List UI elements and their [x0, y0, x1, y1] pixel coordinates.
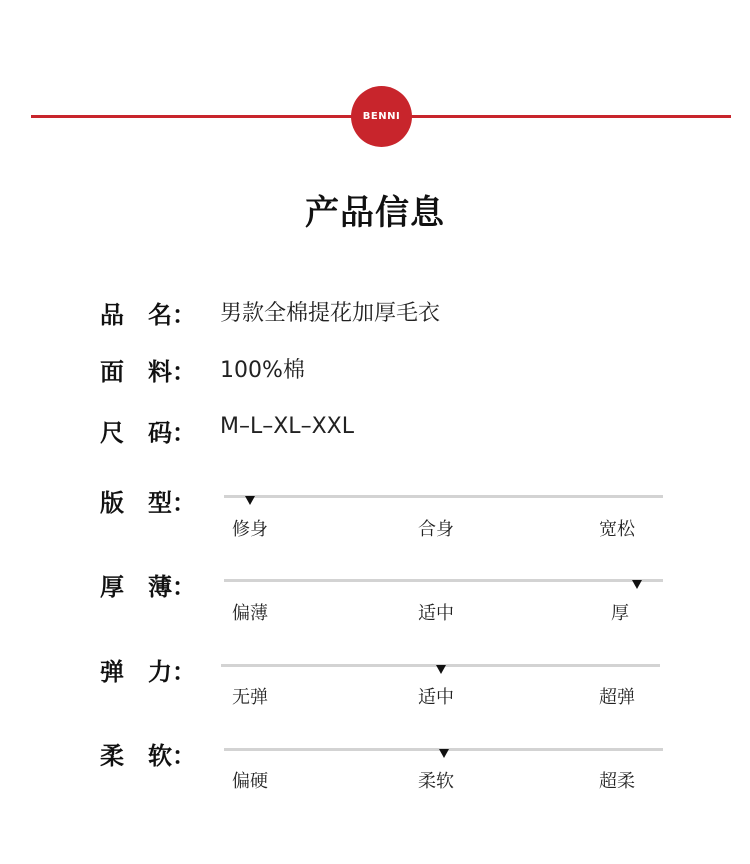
scale-option-low: 偏硬 — [232, 771, 268, 792]
info-value: 男款全棉提花加厚毛衣 — [220, 301, 441, 326]
scale-track — [224, 495, 663, 498]
scale-label: 弹 力： — [100, 658, 196, 686]
scale-option-high: 厚 — [611, 603, 629, 624]
scale-option-high: 超弹 — [599, 687, 635, 708]
scale-option-high: 超柔 — [599, 771, 635, 792]
info-value: 100%棉 — [220, 358, 305, 383]
scale-marker — [436, 665, 446, 674]
scale-option-mid: 适中 — [418, 687, 454, 708]
info-value: M–L–XL–XXL — [220, 414, 354, 439]
scale-label: 版 型： — [100, 489, 196, 517]
scale-option-low: 无弹 — [232, 687, 268, 708]
scale-option-high: 宽松 — [599, 519, 635, 540]
scale-marker — [245, 496, 255, 505]
scale-thickness — [0, 567, 750, 627]
info-label: 面 料： — [100, 358, 196, 386]
scale-softness — [0, 736, 750, 796]
scale-option-low: 修身 — [232, 519, 268, 540]
page-title: 产品信息 — [305, 193, 445, 233]
scale-option-mid: 柔软 — [418, 771, 454, 792]
scale-elasticity — [0, 652, 750, 712]
scale-marker — [439, 749, 449, 758]
scale-fit — [0, 483, 750, 543]
scale-label: 厚 薄： — [100, 573, 196, 601]
info-label: 尺 码： — [100, 419, 196, 447]
scale-option-mid: 合身 — [418, 519, 454, 540]
scale-label: 柔 软： — [100, 742, 196, 770]
brand-logo — [351, 86, 412, 147]
info-label: 品 名： — [100, 301, 196, 329]
scale-option-low: 偏薄 — [232, 603, 268, 624]
brand-logo-text: BENNI — [362, 111, 401, 122]
scale-option-mid: 适中 — [418, 603, 454, 624]
scale-marker — [632, 580, 642, 589]
scale-track — [224, 579, 663, 582]
